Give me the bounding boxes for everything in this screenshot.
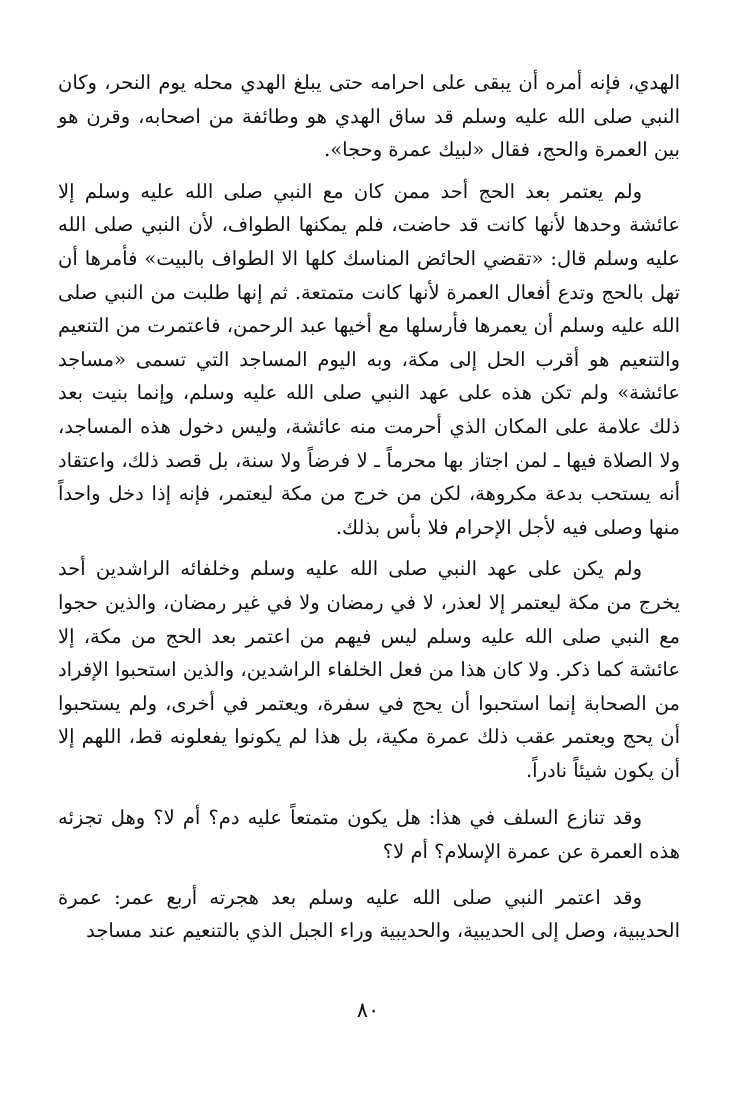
- paragraph-2: ولم يعتمر بعد الحج أحد ممن كان مع النبي صلى الله عليه وسلم إلا عائشة وحدها لأنها كانت قد حاضت، فلم يمكنها الطواف، لأن النبي صلى الله عليه وسلم قال: «تقضي الحائض المناسك كلها الا الطواف بالبيت» فأمرها أن تهل بالحج وتدع أفعال العمرة لأنها كانت متمتعة. ثم إنها طلبت من النبي صلى الله عليه وسلم أن يعمرها فأرسلها مع أخيها عبد الرحمن، فاعتمرت من التنعيم والتنعيم هو أقرب الحل إلى مكة، وبه اليوم المساجد التي تسمى «مساجد عائشة» ولم تكن هذه على عهد النبي صلى الله عليه وسلم، وإنما بنيت بعد ذلك علامة على المكان الذي أحرمت منه عائشة، وليس دخول هذه المساجد، ولا الصلاة فيها ـ لمن اجتاز بها محرماً ـ لا فرضاً ولا سنة، بل قصد ذلك، واعتقاد أنه يستحب بدعة مكروهة، لكن من خرج من مكة ليعتمر، فإنه إذا دخل واحداً منها وصلى فيه لأجل الإحرام فلا بأس بذلك.: [58, 179, 680, 539]
- page-number: ٨٠: [356, 998, 380, 1022]
- page-body: [58, 66, 680, 1006]
- paragraph-3: ولم يكن على عهد النبي صلى الله عليه وسلم وخلفائه الراشدين أحد يخرج من مكة ليعتمر إلا لعذر، لا في رمضان ولا في غير رمضان، والذين حجوا مع النبي صلى الله عليه وسلم ليس فيهم من اعتمر بعد الحج من مكة، إلا عائشة كما ذكر. ولا كان هذا من فعل الخلفاء الراشدين، والذين استحبوا الإفراد من الصحابة إنما استحبوا أن يحج في سفرة، ويعتمر في أخرى، ولم يستحبوا أن يحج ويعتمر عقب ذلك عمرة مكية، بل هذا لم يكونوا يفعلونه قط، اللهم إلا أن يكون شيئاً نادراً.: [58, 557, 680, 782]
- paragraph-4: وقد تنازع السلف في هذا: هل يكون متمتعاً عليه دم؟ أم لا؟ وهل تجزئه هذه العمرة عن عمرة الإسلام؟ أم لا؟: [58, 806, 680, 864]
- paragraph-1: الهدي، فإنه أمره أن يبقى على احرامه حتى يبلغ الهدي محله يوم النحر، وكان النبي صلى الله عليه وسلم قد ساق الهدي هو وطائفة من اصحابه، وقرن هو بين العمرة والحج، فقال «لبيك عمرة وحجا».: [58, 71, 680, 162]
- paragraph-5: وقد اعتمر النبي صلى الله عليه وسلم بعد هجرته أربع عمر: عمرة الحديبية، وصل إلى الحديبية، والحديبية وراء الجبل الذي بالتنعيم عند مساجد: [58, 885, 680, 943]
